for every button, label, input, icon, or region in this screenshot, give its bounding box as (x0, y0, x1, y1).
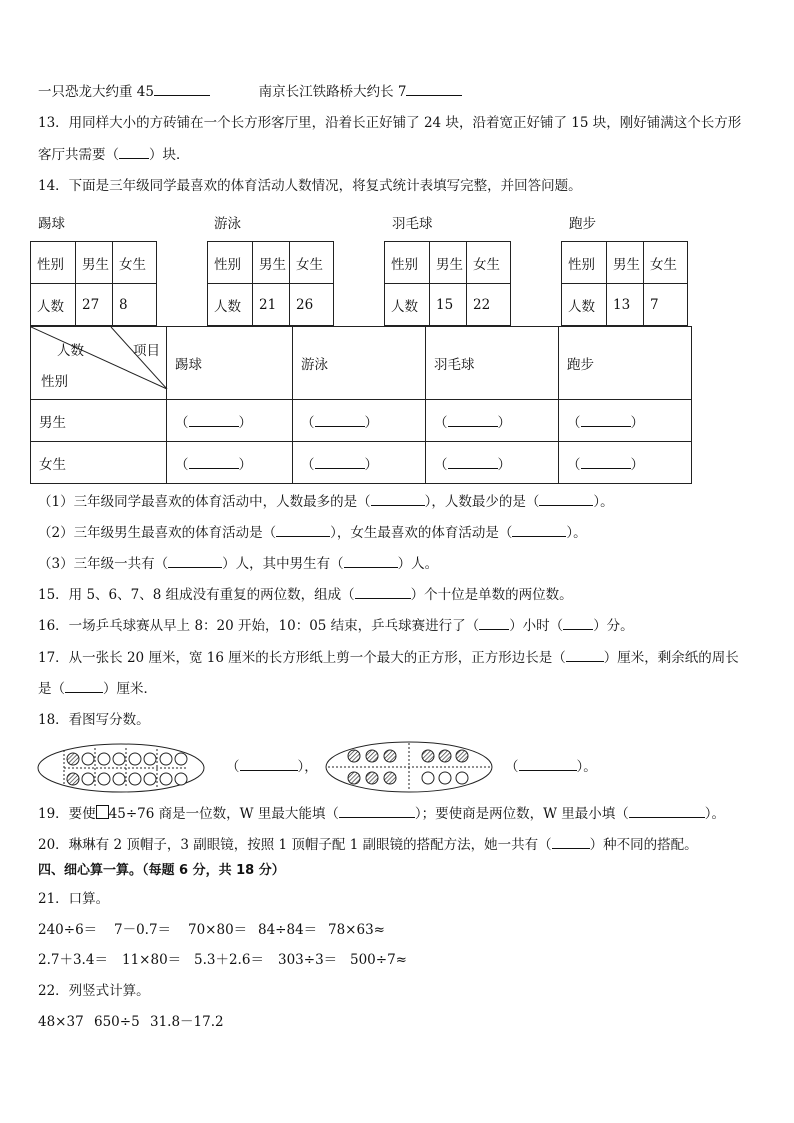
q14-intro: 14．下面是三年级同学最喜欢的体育活动人数情况，将复式统计表填写完整，并回答问题。 (38, 178, 582, 194)
cell: 26 (290, 284, 334, 326)
blank[interactable] (629, 805, 705, 818)
cell: 女生 (113, 242, 157, 284)
cell: 7 (644, 284, 688, 326)
calc-item: 31.8－17.2 (150, 1014, 224, 1030)
cell: 21 (253, 284, 290, 326)
mini-title-2: 游泳 (214, 216, 241, 232)
q13-line1: 13．用同样大小的方砖铺在一个长方形客厅里，沿着长正好铺了 24 块，沿着宽正好铺了 15 块，刚好铺满这个长方形 (38, 115, 742, 131)
q21-title: 21．口算。 (38, 891, 110, 907)
calc-item: 2.7＋3.4＝ (38, 952, 108, 968)
corner-gender: 性别 (41, 374, 68, 390)
q17-line1 (38, 649, 739, 667)
blank[interactable] (168, 555, 222, 568)
blank[interactable] (344, 555, 398, 568)
answer-cell[interactable]: （ ） (167, 400, 293, 442)
q21-row1 (38, 921, 385, 939)
calc-item: 11×80＝ (122, 952, 182, 968)
calc-item: 84÷84＝ (258, 922, 318, 938)
text: ），人数最少的是（ (424, 494, 540, 510)
blank[interactable] (566, 649, 604, 662)
answer-cell[interactable]: （ ） (293, 400, 426, 442)
text: ）厘米． (103, 681, 157, 697)
q14-sub3 (38, 555, 438, 573)
text: ）厘米，剩余纸的周长 (603, 650, 739, 666)
answer-cell[interactable]: （ ） (293, 442, 426, 484)
text: ）种不同的搭配。 (589, 837, 698, 853)
q14-sub1 (38, 493, 614, 511)
cell: 人数 (208, 284, 253, 326)
cell: 人数 (562, 284, 607, 326)
text: 是（ (38, 681, 65, 697)
calc-item: 500÷7≈ (350, 952, 407, 968)
q13-text-end: ）块． (149, 147, 190, 163)
comma: ， (304, 759, 318, 775)
q16 (38, 617, 634, 635)
cell: 性别 (208, 242, 253, 284)
q22-title: 22．列竖式计算。 (38, 983, 150, 999)
cell: 8 (113, 284, 157, 326)
blank[interactable] (276, 524, 330, 537)
cell: 27 (76, 284, 113, 326)
text: （1）三年级同学最喜欢的体育活动中，人数最多的是（ (38, 494, 371, 510)
blank[interactable] (563, 617, 593, 630)
q18-answer2[interactable]: （ ）。 (505, 759, 597, 775)
end-mark: ）。 (576, 759, 597, 775)
blank[interactable] (355, 586, 411, 599)
calc-item: 5.3＋2.6＝ (194, 952, 264, 968)
blank[interactable] (65, 680, 103, 693)
cell: 男生 (430, 242, 467, 284)
cell: 13 (607, 284, 644, 326)
q13-blank[interactable] (119, 146, 149, 159)
answer-cell[interactable]: （ ） (559, 442, 692, 484)
text: ）人。 (397, 556, 439, 572)
text: ）小时（ (509, 618, 564, 634)
q14-sub2 (38, 524, 587, 542)
section-heading: 四、细心算一算。（每题 6 分，共 18 分） (38, 863, 285, 878)
calc-item: 48×37 (38, 1014, 84, 1030)
cell: 人数 (385, 284, 430, 326)
text: 15．用 5、6、7、8 组成没有重复的两位数，组成（ (38, 587, 355, 603)
dino-blank[interactable] (154, 82, 210, 96)
cell: 15 (430, 284, 467, 326)
col-head: 跑步 (559, 327, 692, 400)
answer-cell[interactable]: （ ） (559, 400, 692, 442)
cell: 性别 (385, 242, 430, 284)
text: ）。 (704, 806, 725, 822)
corner-cell (31, 327, 167, 400)
dino-text: 一只恐龙大约重 45 (38, 84, 154, 100)
text: （3）三年级一共有（ (38, 556, 169, 572)
text: 45÷76 商是一位数，W 里最大能填（ (108, 806, 339, 822)
cell: 男生 (76, 242, 113, 284)
text: 20．琳琳有 2 顶帽子，3 副眼镜，按照 1 顶帽子配 1 副眼镜的搭配方法，她一共有（ (38, 837, 552, 853)
text: ）分。 (593, 618, 634, 634)
text: ）人，其中男生有（ (222, 556, 344, 572)
blank[interactable] (371, 493, 425, 506)
cell: 男生 (607, 242, 644, 284)
q18-answer1[interactable]: （ ）， (226, 759, 318, 775)
cell: 性别 (31, 242, 76, 284)
q19 (38, 805, 725, 823)
blank[interactable] (479, 617, 509, 630)
bridge-text: 南京长江铁路桥大约长 7 (258, 84, 407, 100)
text: 16．一场乒乓球赛从早上 8：20 开始，10：05 结束，乒乓球赛进行了（ (38, 618, 480, 634)
bridge-blank[interactable] (406, 82, 462, 96)
cell: 男生 (253, 242, 290, 284)
cell: 22 (467, 284, 511, 326)
calc-item: 78×63≈ (328, 922, 385, 938)
cell: 女生 (290, 242, 334, 284)
q17-line2 (38, 680, 157, 698)
row-head: 男生 (31, 400, 167, 442)
mini-table-kickball (30, 241, 157, 326)
mini-title-1: 踢球 (38, 216, 65, 232)
text: ）；要使商是两位数，W 里最小填（ (414, 806, 629, 822)
mini-title-3: 羽毛球 (392, 216, 433, 232)
fraction-figure-1 (36, 740, 206, 796)
calc-item: 7－0.7＝ (114, 922, 172, 938)
blank[interactable] (512, 524, 566, 537)
corner-count: 人数 (57, 343, 84, 359)
text: ）。 (566, 525, 587, 541)
answer-cell[interactable]: （ ） (167, 442, 293, 484)
answer-cell[interactable]: （ ） (426, 400, 559, 442)
blank[interactable] (339, 805, 415, 818)
cell: 性别 (562, 242, 607, 284)
mini-table-badminton (384, 241, 511, 326)
blank[interactable] (552, 836, 590, 849)
mini-title-4: 跑步 (569, 216, 596, 232)
compound-table (30, 326, 692, 484)
calc-item: 303÷3＝ (278, 952, 338, 968)
box-icon (96, 805, 109, 819)
row-head: 女生 (31, 442, 167, 484)
col-head: 羽毛球 (426, 327, 559, 400)
q21-row2 (38, 951, 407, 969)
cell: 女生 (467, 242, 511, 284)
calc-item: 70×80＝ (188, 922, 248, 938)
q13-text: 客厅共需要（ (38, 147, 119, 163)
q20 (38, 836, 698, 854)
blank[interactable] (539, 493, 593, 506)
calc-item: 650÷5 (94, 1014, 140, 1030)
q18-title: 18．看图写分数。 (38, 712, 150, 728)
q15 (38, 586, 573, 604)
top-line (38, 82, 462, 101)
answer-cell[interactable]: （ ） (426, 442, 559, 484)
mini-table-running (561, 241, 688, 326)
col-head: 游泳 (293, 327, 426, 400)
cell: 女生 (644, 242, 688, 284)
text: ），女生最喜欢的体育活动是（ (330, 525, 513, 541)
q22-items (38, 1013, 224, 1031)
mini-table-swim (207, 241, 334, 326)
col-head: 踢球 (167, 327, 293, 400)
text: ）。 (593, 494, 614, 510)
fraction-figure-2 (324, 738, 494, 796)
text: 17．从一张长 20 厘米，宽 16 厘米的长方形纸上剪一个最大的正方形，正方形边长是（ (38, 650, 566, 666)
corner-item: 项目 (133, 343, 160, 359)
text: 19．要使 (38, 806, 96, 822)
text: ）个十位是单数的两位数。 (410, 587, 573, 603)
cell: 人数 (31, 284, 76, 326)
calc-item: 240÷6＝ (38, 922, 98, 938)
q13-line2 (38, 146, 190, 164)
text: （2）三年级男生最喜欢的体育活动是（ (38, 525, 277, 541)
